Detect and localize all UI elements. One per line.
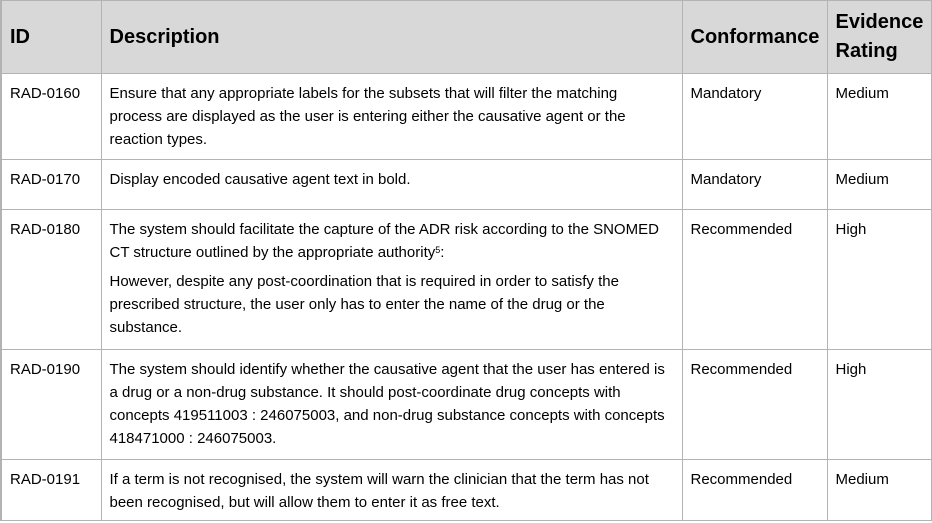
table-row [1,349,931,459]
header-evidence-line2: Rating [835,40,898,62]
description-paragraph: The system should facilitate the capture of the ADR risk according to the SNOMED CT structure outlined by the appropriate authority$^5$: [109,220,659,261]
header-description: Description [101,1,682,74]
cell-conformance: Mandatory [690,85,762,102]
cell-id: RAD-0160 [10,85,81,102]
cell-id: RAD-0191 [10,470,81,488]
cell-evidence: Medium [835,470,889,488]
cell-evidence: High [835,360,867,378]
cell-evidence: Medium [835,85,889,102]
footnote-marker: 5 [435,244,441,255]
description-paragraph: However, despite any post-coordination that is required in order to satisfy the prescribed structure, the user only has to enter the name of the drug or the substance. [109,272,619,336]
table-row [1,74,931,160]
cell-id: RAD-0170 [10,170,81,188]
cell-description: Display encoded causative agent text in bold. [109,170,411,188]
table-row [1,459,931,520]
cell-conformance: Recommended [690,360,793,378]
cell-description: The system should identify whether the causative agent that the user has entered is a drug or a non-drug substance. It should post-coordinate drug concepts with concepts 419511003 : 246075003, and non-drug substance concepts with concepts 418471000 : 246075003. [109,360,665,447]
cell-conformance: Recommended [690,470,793,488]
cell-evidence: Medium [835,170,889,188]
cell-id: RAD-0190 [10,360,81,378]
cell-conformance: Recommended [690,220,793,238]
header-conformance: Conformance [682,1,827,74]
cell-id: RAD-0180 [10,220,81,238]
table-row [1,209,931,349]
cell-description: Ensure that any appropriate labels for the subsets that will filter the matching process are displayed as the user is entering either the causative agent or the reaction types. [109,85,626,148]
header-evidence-rating [827,1,931,74]
cell-description [102,210,682,339]
header-row [1,1,931,74]
cell-evidence: High [835,220,867,238]
cell-conformance: Mandatory [690,170,762,188]
table-row [1,159,931,209]
header-evidence-line1: Evidence [835,11,924,33]
cell-description: If a term is not recognised, the system will warn the clinician that the term has not been recognised, but will allow them to enter it as free text. [109,470,649,511]
header-id: ID [1,1,101,74]
